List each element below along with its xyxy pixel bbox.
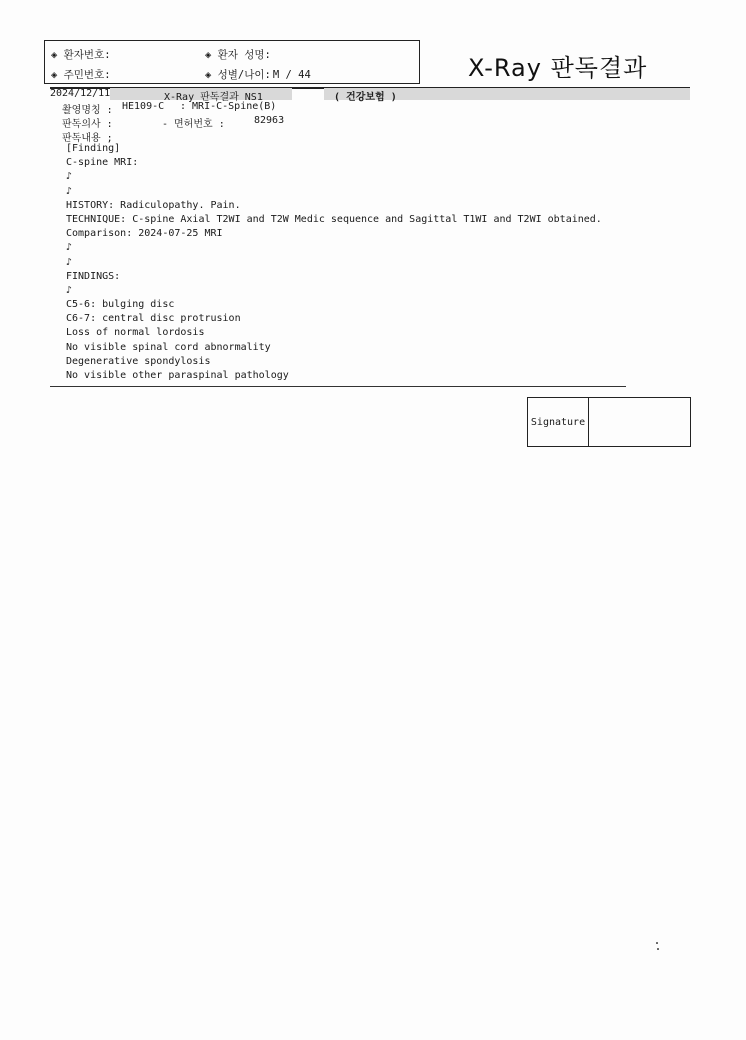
report-line: C6-7: central disc protrusion — [66, 313, 241, 325]
report-line: Comparison: 2024-07-25 MRI — [66, 228, 223, 240]
exam-code: HE109-C — [122, 101, 165, 112]
patient-info-box — [44, 40, 420, 84]
exam-name-label: 촬영명칭 : — [62, 105, 113, 116]
report-line: ♪ — [66, 185, 73, 197]
patient-name-label: ◈ 환자 성명: — [205, 49, 271, 61]
reader-label: 판독의사 : — [62, 119, 113, 130]
sex-age-field — [205, 67, 311, 82]
report-line: Degenerative spondylosis — [66, 355, 211, 367]
report-line: [Finding] — [66, 143, 121, 154]
scan-speck — [657, 948, 659, 950]
license-number: 82963 — [254, 115, 285, 126]
report-line: C5-6: bulging disc — [66, 299, 175, 311]
signature-area — [589, 398, 690, 446]
report-line: No visible other paraspinal pathology — [66, 370, 289, 381]
exam-description: : MRI-C-Spine(B) — [180, 101, 277, 112]
patient-name-field — [205, 47, 273, 62]
signature-box — [527, 397, 691, 447]
insurance-type: ( 건강보험 ) — [334, 92, 397, 103]
document-title: X-Ray 판독결과 — [468, 54, 648, 82]
report-line: ♪ — [66, 256, 73, 268]
patient-number-label: ◈ 환자번호: — [51, 49, 111, 61]
resident-number-label: ◈ 주민번호: — [51, 69, 111, 81]
report-end-rule — [50, 386, 626, 387]
report-type: X-Ray 판독결과 NS1 — [164, 92, 263, 103]
content-label: 판독내용 ; — [62, 133, 113, 144]
report-line: TECHNIQUE: C-spine Axial T2WI and T2W Medic sequence and Sagittal T1WI and T2WI obtained. — [66, 213, 602, 225]
report-body — [66, 142, 602, 383]
report-line: No visible spinal cord abnormality — [66, 341, 271, 353]
report-line: HISTORY: Radiculopathy. Pain. — [66, 199, 241, 211]
report-line: ♪ — [66, 284, 73, 296]
resident-number-field — [51, 67, 113, 82]
report-date: 2024/12/11 — [50, 88, 111, 99]
report-line: ♪ — [66, 242, 73, 254]
license-label: - 면허번호 : — [162, 119, 225, 130]
report-line: FINDINGS: — [66, 270, 121, 282]
report-line: Loss of normal lordosis — [66, 327, 205, 339]
signature-label: Signature — [528, 398, 589, 446]
report-line: C-spine MRI: — [66, 157, 139, 169]
scan-speck — [656, 942, 658, 944]
sex-age-label: ◈ 성별/나이: — [205, 69, 271, 81]
patient-number-field — [51, 47, 113, 62]
report-line: ♪ — [66, 171, 73, 183]
sex-age-value: M / 44 — [272, 69, 311, 81]
